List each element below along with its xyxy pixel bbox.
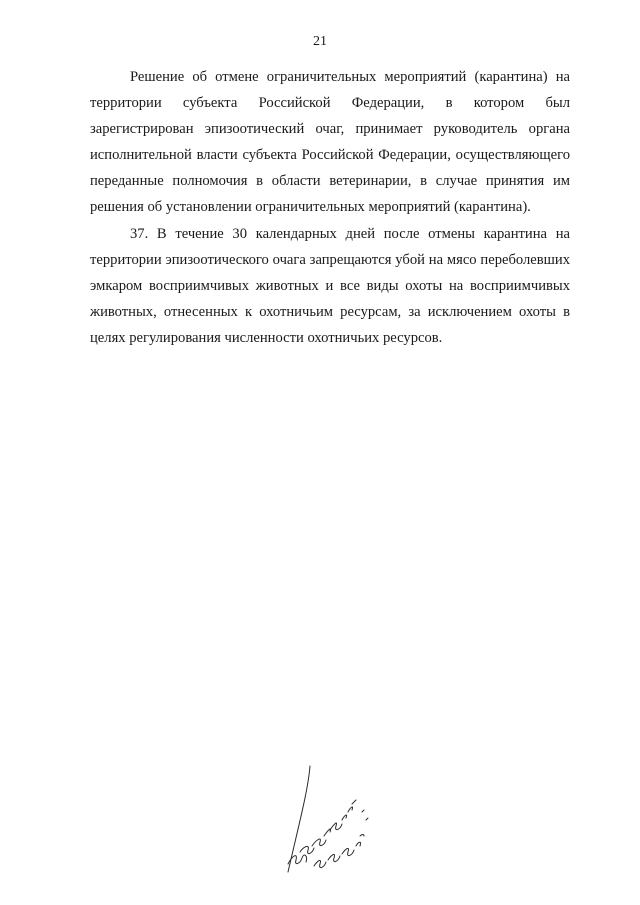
signature-icon xyxy=(270,760,380,880)
paragraph-quarantine-cancellation: Решение об отмене ограничительных мероприятий (карантина) на территории субъекта Российской Федерации, в котором был зарегистрирован эпизоотический очаг, принимает руководитель органа исполнительной власти субъекта Российской Федерации, осуществляющего переданные полномочия в области ветеринарии, в случае принятия им решения об установлении ограничительных мероприятий (карантина). xyxy=(90,69,570,216)
document-body xyxy=(90,64,570,351)
paragraph-37: 37. В течение 30 календарных дней после отмены карантина на территории эпизоотического очага запрещаются убой на мясо переболевших эмкаром восприимчивых животных и все виды охоты на восприимчивых животных, отнесенных к охотничьим ресурсам, за исключением охоты в целях регулирования численности охотничьих ресурсов. xyxy=(90,225,570,346)
page-number: 21 xyxy=(313,34,327,49)
handwritten-signature xyxy=(270,760,380,880)
